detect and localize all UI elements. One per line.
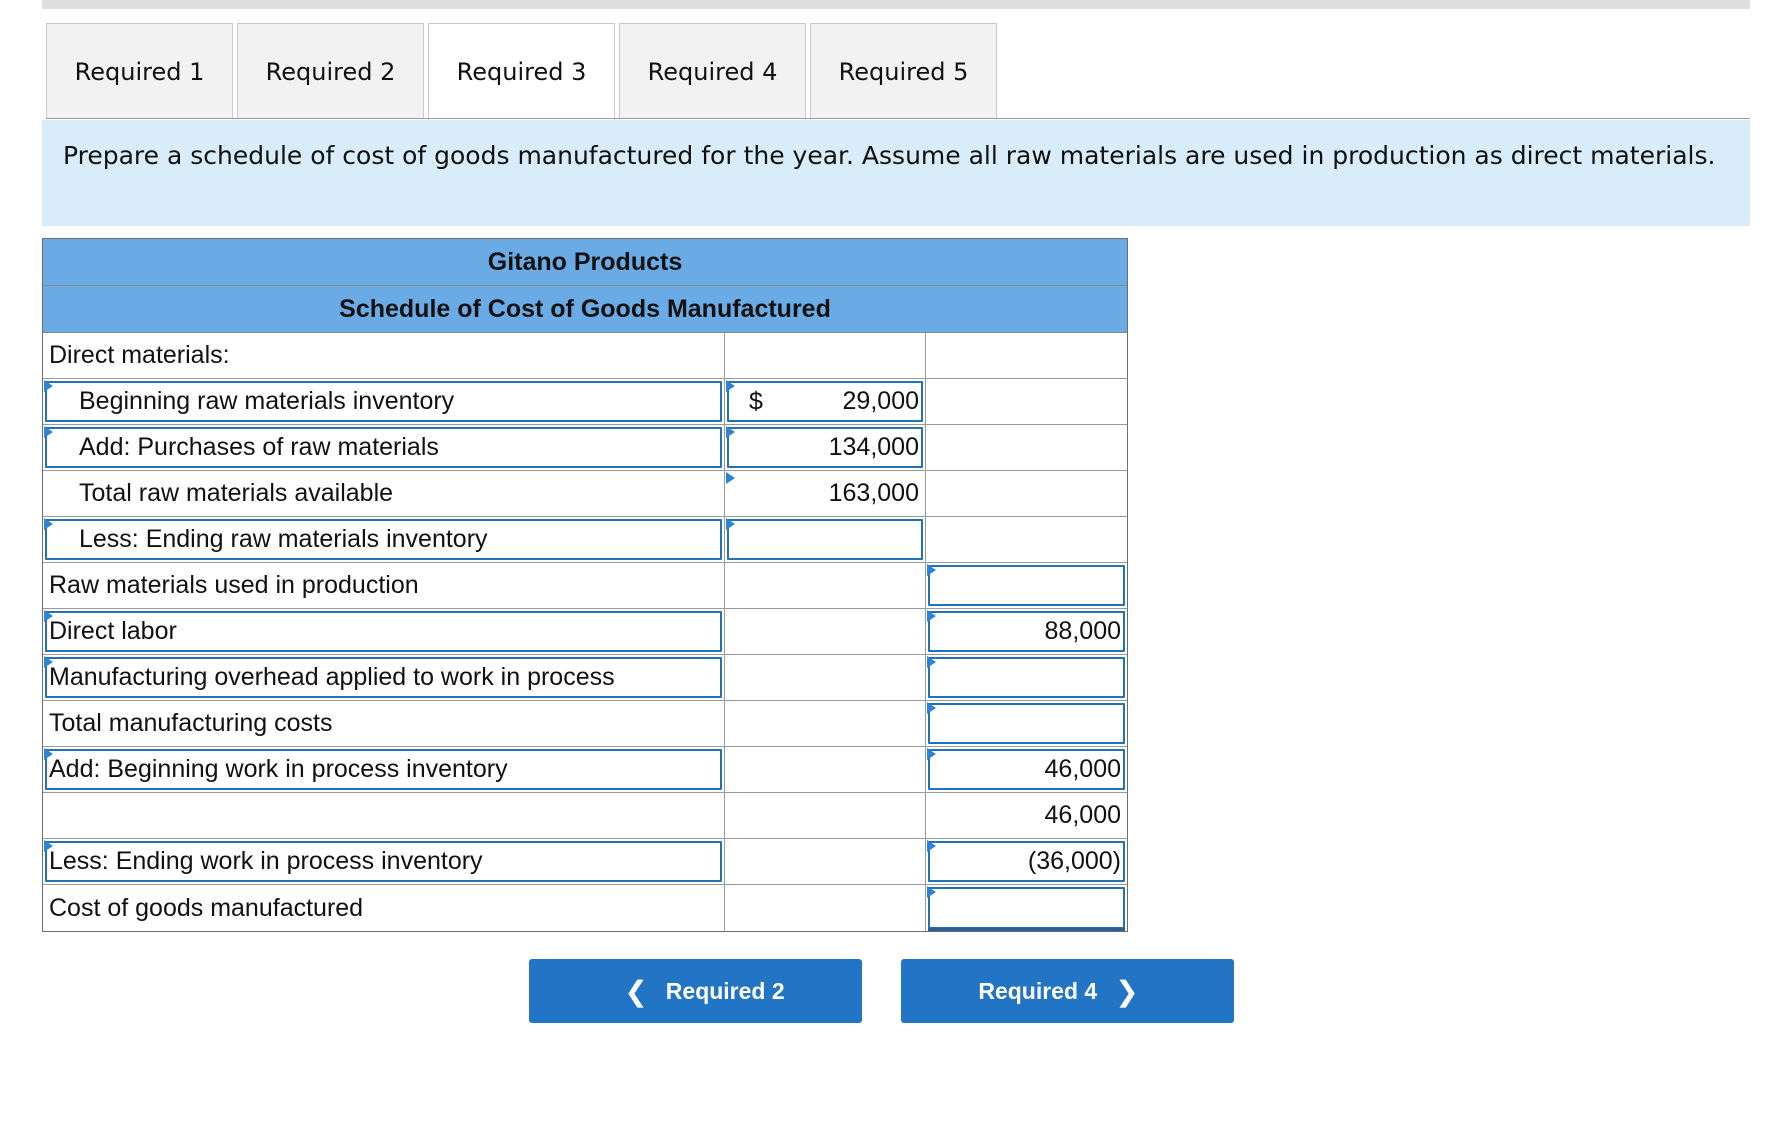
col2-cell [725, 701, 926, 746]
amount-subtotal: 46,000 [1044, 801, 1121, 829]
col2-cell [725, 563, 926, 608]
next-required-button[interactable] [901, 959, 1234, 1023]
amount-input-purchases[interactable]: 134,000 [725, 425, 926, 470]
prev-required-button[interactable] [529, 959, 862, 1023]
company-name: Gitano Products [43, 239, 1127, 286]
tab-required-4[interactable]: Required 4 [619, 23, 806, 119]
requirement-tabs [46, 23, 1001, 119]
amount-input-total-manufacturing-costs[interactable] [926, 701, 1127, 746]
input-marker-icon [726, 518, 735, 530]
amount-input-raw-materials-used[interactable] [926, 563, 1127, 608]
prev-button-label: Required 2 [665, 977, 785, 1004]
col3-cell [926, 379, 1127, 424]
schedule-title: Schedule of Cost of Goods Manufactured [43, 286, 1127, 333]
label-dropdown-ending-raw-materials[interactable]: Less: Ending raw materials inventory [43, 517, 725, 562]
col2-cell [725, 333, 926, 378]
amount-input-ending-raw-materials[interactable] [725, 517, 926, 562]
tab-required-1[interactable]: Required 1 [46, 23, 233, 119]
label-dropdown-beginning-raw-materials[interactable]: Beginning raw materials inventory [43, 379, 725, 424]
label-dropdown-ending-wip[interactable]: Less: Ending work in process inventory [43, 839, 725, 884]
amount-input-beginning-wip[interactable]: 46,000 [926, 747, 1127, 792]
col2-cell [725, 609, 926, 654]
amount-input-cost-of-goods-manufactured[interactable] [926, 885, 1127, 931]
row-label: Direct materials: [43, 333, 725, 378]
col2-cell [725, 655, 926, 700]
tab-required-3[interactable]: Required 3 [428, 23, 615, 120]
dropdown-marker-icon [44, 426, 53, 438]
input-marker-icon [927, 656, 936, 668]
label-dropdown-purchases[interactable]: Add: Purchases of raw materials [43, 425, 725, 470]
amount-input-beginning-raw-materials[interactable]: $ 29,000 [725, 379, 926, 424]
row-label: Cost of goods manufactured [43, 885, 725, 931]
table-row [43, 563, 1127, 609]
chevron-left-icon: ❮ [624, 975, 648, 1007]
amount-input-direct-labor[interactable]: 88,000 [926, 609, 1127, 654]
top-divider-strip [42, 0, 1750, 9]
table-row [43, 701, 1127, 747]
input-marker-icon [927, 886, 936, 898]
table-row [43, 793, 1127, 839]
label-dropdown-direct-labor[interactable]: Direct labor [43, 609, 725, 654]
chevron-right-icon: ❯ [1115, 975, 1139, 1007]
table-row [43, 517, 1127, 563]
table-row [43, 425, 1127, 471]
table-row [43, 471, 1127, 517]
input-marker-icon [726, 380, 735, 392]
next-button-label: Required 4 [978, 977, 1098, 1004]
col2-cell [725, 885, 926, 931]
label-dropdown-beginning-wip[interactable]: Add: Beginning work in process inventory [43, 747, 725, 792]
col2-cell [725, 793, 926, 838]
table-row [43, 885, 1127, 931]
col3-cell [926, 517, 1127, 562]
dropdown-marker-icon [44, 518, 53, 530]
input-marker-icon [927, 610, 936, 622]
amount-total-raw-materials[interactable]: 163,000 [725, 471, 926, 516]
amount-input-ending-wip[interactable]: (36,000) [926, 839, 1127, 884]
instructions-banner: Prepare a schedule of cost of goods manufactured for the year. Assume all raw materials are used in production as direct materials. [42, 120, 1750, 226]
tab-underline [46, 118, 1750, 119]
schedule-table [42, 238, 1128, 932]
tab-required-2[interactable]: Required 2 [237, 23, 424, 119]
table-row [43, 747, 1127, 793]
label-dropdown-manufacturing-overhead[interactable]: Manufacturing overhead applied to work in process [43, 655, 725, 700]
input-marker-icon [927, 748, 936, 760]
tab-required-5[interactable]: Required 5 [810, 23, 997, 119]
col3-cell [926, 471, 1127, 516]
input-marker-icon [927, 840, 936, 852]
dropdown-marker-icon [44, 380, 53, 392]
input-marker-icon [927, 564, 936, 576]
table-row [43, 333, 1127, 379]
input-marker-icon [927, 702, 936, 714]
amount-input-manufacturing-overhead[interactable] [926, 655, 1127, 700]
col2-cell [725, 839, 926, 884]
col3-cell [926, 333, 1127, 378]
table-row [43, 655, 1127, 701]
row-label [43, 793, 725, 838]
col2-cell [725, 747, 926, 792]
row-label: Total raw materials available [43, 471, 725, 516]
input-marker-icon [726, 472, 735, 484]
table-row [43, 839, 1127, 885]
table-row [43, 379, 1127, 425]
row-label: Raw materials used in production [43, 563, 725, 608]
row-label: Total manufacturing costs [43, 701, 725, 746]
col3-cell [926, 425, 1127, 470]
dollar-sign: $ [749, 387, 763, 415]
input-marker-icon [726, 426, 735, 438]
table-row [43, 609, 1127, 655]
